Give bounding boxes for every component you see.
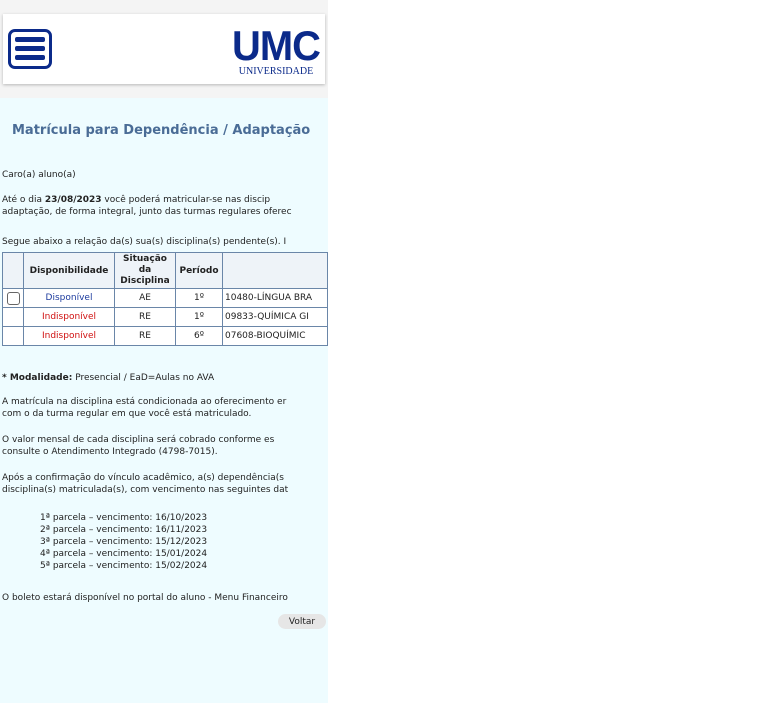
- page-title: Matrícula para Dependência / Adaptação: [12, 123, 311, 138]
- modality-text: Presencial / EaD=Aulas no AVA: [72, 373, 215, 383]
- condition-line-2: com o da turma regular em que você está matriculado.: [2, 409, 252, 419]
- greeting-text: Caro(a) aluno(a): [2, 170, 76, 180]
- boleto-note: O boleto estará disponível no portal do aluno - Menu Financeiro: [2, 593, 288, 603]
- table-header-row: [3, 253, 328, 289]
- fee-line-2: consulte o Atendimento Integrado (4798-7015).: [2, 447, 218, 457]
- modality-note: [2, 372, 214, 384]
- discipline-cell: 07608-BIOQUÍMIC: [223, 327, 328, 346]
- billing-line-1: Após a confirmação do vínculo acadêmico, a(s) dependência(s: [2, 473, 284, 483]
- logo-sub-text: UNIVERSIDADE: [238, 66, 314, 77]
- condition-line-1: A matrícula na disciplina está condicionada ao oferecimento er: [2, 397, 287, 407]
- top-bar: [0, 0, 328, 98]
- table-row: [3, 308, 328, 327]
- intro-prefix: Até o dia: [2, 195, 45, 205]
- list-intro: Segue abaixo a relação da(s) sua(s) disciplina(s) pendente(s). I: [2, 237, 287, 247]
- menu-bar: [15, 37, 45, 42]
- umc-logo: [229, 22, 323, 78]
- deadline-date: 23/08/2023: [44, 195, 102, 205]
- period-cell: 1º: [176, 308, 223, 327]
- intro-suffix: você poderá matricular-se nas discip: [101, 195, 271, 205]
- discipline-cell: 10480-LÍNGUA BRA: [223, 289, 328, 308]
- intro-line-2: adaptação, de forma integral, junto das turmas regulares oferec: [2, 207, 292, 217]
- installment-item: 3ª parcela – vencimento: 15/12/2023: [40, 537, 208, 547]
- select-checkbox[interactable]: [7, 292, 20, 305]
- availability-cell: Indisponível: [24, 327, 115, 346]
- installment-item: 5ª parcela – vencimento: 15/02/2024: [40, 561, 208, 571]
- availability-cell: Indisponível: [24, 308, 115, 327]
- installment-item: 2ª parcela – vencimento: 16/11/2023: [40, 525, 208, 535]
- select-cell: [3, 289, 24, 308]
- table-row: [3, 327, 328, 346]
- period-header: Período: [176, 253, 223, 289]
- period-cell: 6º: [176, 327, 223, 346]
- menu-bar: [15, 46, 45, 51]
- logo-main-text: UMC: [231, 22, 321, 69]
- hamburger-menu-icon[interactable]: [8, 29, 52, 69]
- disciplines-table: [2, 252, 328, 346]
- menu-bar: [15, 55, 45, 60]
- back-button[interactable]: Voltar: [278, 614, 326, 629]
- billing-line-2: disciplina(s) matriculada(s), com vencimento nas seguintes dat: [2, 485, 289, 495]
- select-cell: [3, 327, 24, 346]
- table-row: [3, 289, 328, 308]
- availability-header: Disponibilidade: [24, 253, 115, 289]
- situation-header: Situação da Disciplina: [115, 253, 176, 289]
- fee-line-1: O valor mensal de cada disciplina será cobrado conforme es: [2, 435, 275, 445]
- mobile-viewport: [0, 0, 328, 703]
- discipline-cell: 09833-QUÍMICA GI: [223, 308, 328, 327]
- situation-cell: RE: [115, 327, 176, 346]
- discipline-header: [223, 253, 328, 289]
- select-header: [3, 253, 24, 289]
- situation-cell: AE: [115, 289, 176, 308]
- intro-line-1: [2, 194, 270, 206]
- installment-item: 1ª parcela – vencimento: 16/10/2023: [40, 513, 208, 523]
- installment-item: 4ª parcela – vencimento: 15/01/2024: [40, 549, 208, 559]
- select-cell: [3, 308, 24, 327]
- situation-cell: RE: [115, 308, 176, 327]
- app-header: [3, 14, 325, 84]
- availability-cell: Disponível: [24, 289, 115, 308]
- modality-label: * Modalidade:: [2, 373, 73, 383]
- period-cell: 1º: [176, 289, 223, 308]
